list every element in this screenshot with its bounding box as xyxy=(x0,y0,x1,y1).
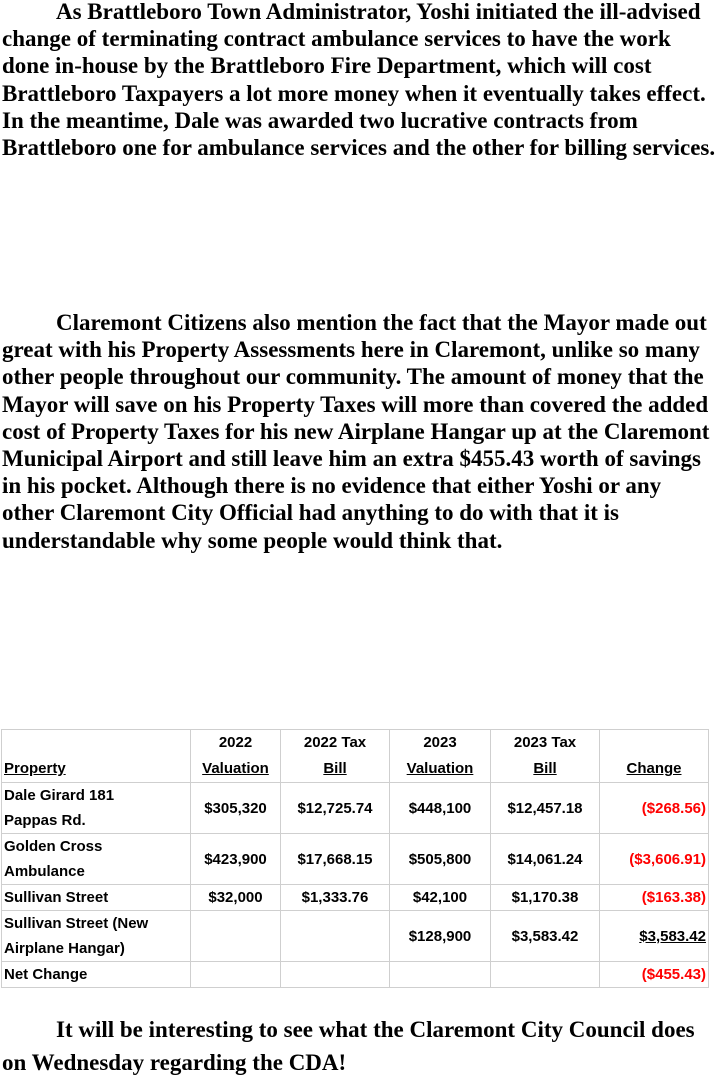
paragraph-text: As Brattleboro Town Administrator, Yoshi initiated the ill-advised change of terminating contract ambulance services to have the work done in-house by the Brattleboro Fire Department, which will cost Brattleboro Taxpayers a lot more money when it eventually takes effect. In the meantime, Dale was awarded two lucrative contracts from Brattleboro one for ambulance services and the other for billing services. xyxy=(2,0,716,161)
header-line-1: 2023 Tax xyxy=(513,734,577,751)
paragraph-brattleboro xyxy=(2,0,718,161)
paragraph-text: Claremont Citizens also mention the fact that the Mayor made out great with his Property Assessments here in Claremont, unlike so many other people throughout our community. The amount of money that the Mayor will save on his Property Taxes will more than covered the added cost of Property Taxes for his new Airplane Hangar up at the Claremont Municipal Airport and still leave him an extra $455.43 worth of savings in his pocket. Although there is no evidence that either Yoshi or any other Claremont City Official had anything to do with that it is understandable why some people would think that. xyxy=(2,310,710,553)
property-line-2: Airplane Hangar) xyxy=(4,940,125,957)
tax-bill-2023-cell: $12,457.18 xyxy=(491,783,600,834)
property-cell: Net Change xyxy=(2,962,191,988)
table-row xyxy=(2,783,709,834)
tax-bill-2023-cell: $1,170.38 xyxy=(491,885,600,911)
paragraph-property-assessments xyxy=(2,309,718,554)
tax-bill-2023-cell: $3,583.42 xyxy=(491,911,600,962)
header-line-2: Bill xyxy=(533,760,557,777)
header-change xyxy=(600,730,709,783)
table-row xyxy=(2,885,709,911)
valuation-2022-cell xyxy=(191,962,281,988)
property-tax-table xyxy=(1,729,709,988)
table-header-row xyxy=(2,730,709,783)
property-line-2: Pappas Rd. xyxy=(4,812,86,829)
header-property xyxy=(2,730,191,783)
header-line-2: Valuation xyxy=(202,760,269,777)
header-line-2: Property xyxy=(4,760,66,777)
change-cell: ($455.43) xyxy=(600,962,709,988)
header-2023-tax-bill xyxy=(491,730,600,783)
change-cell: ($268.56) xyxy=(600,783,709,834)
table-row xyxy=(2,834,709,885)
valuation-2023-cell xyxy=(390,962,491,988)
property-cell: Sullivan Street xyxy=(2,885,191,911)
tax-bill-2023-cell xyxy=(491,962,600,988)
valuation-2023-cell: $42,100 xyxy=(390,885,491,911)
property-line-2: Ambulance xyxy=(4,863,85,880)
header-2022-valuation xyxy=(191,730,281,783)
valuation-2022-cell: $305,320 xyxy=(191,783,281,834)
tax-bill-2022-cell: $17,668.15 xyxy=(281,834,390,885)
property-cell xyxy=(2,911,191,962)
property-line-1: Dale Girard 181 xyxy=(4,787,115,804)
tax-bill-2023-cell: $14,061.24 xyxy=(491,834,600,885)
tax-bill-2022-cell xyxy=(281,962,390,988)
property-cell xyxy=(2,834,191,885)
header-line-1: 2022 xyxy=(218,734,253,751)
header-line-1 xyxy=(4,730,188,756)
tax-bill-2022-cell: $12,725.74 xyxy=(281,783,390,834)
change-cell: ($3,606.91) xyxy=(600,834,709,885)
valuation-2023-cell: $448,100 xyxy=(390,783,491,834)
table-row xyxy=(2,962,709,988)
paragraph-city-council xyxy=(2,1013,718,1079)
header-line-1: 2022 Tax xyxy=(303,734,367,751)
header-line-2: Change xyxy=(626,760,682,777)
tax-bill-2022-cell xyxy=(281,911,390,962)
header-line-2: Valuation xyxy=(406,760,474,777)
property-cell xyxy=(2,783,191,834)
tax-bill-2022-cell: $1,333.76 xyxy=(281,885,390,911)
paragraph-text: It will be interesting to see what the Claremont City Council does on Wednesday regarding the CDA! xyxy=(2,1017,695,1075)
header-2023-valuation xyxy=(390,730,491,783)
valuation-2023-cell: $505,800 xyxy=(390,834,491,885)
header-line-1 xyxy=(602,730,706,756)
property-line-1: Golden Cross xyxy=(4,838,103,855)
header-line-2: Bill xyxy=(323,760,347,777)
valuation-2022-cell: $32,000 xyxy=(191,885,281,911)
valuation-2022-cell: $423,900 xyxy=(191,834,281,885)
table-row xyxy=(2,911,709,962)
valuation-2022-cell xyxy=(191,911,281,962)
change-cell: ($163.38) xyxy=(600,885,709,911)
header-line-1: 2023 xyxy=(423,734,457,751)
header-2022-tax-bill xyxy=(281,730,390,783)
change-cell: $3,583.42 xyxy=(600,911,709,962)
property-line-1: Sullivan Street (New xyxy=(4,915,149,932)
valuation-2023-cell: $128,900 xyxy=(390,911,491,962)
